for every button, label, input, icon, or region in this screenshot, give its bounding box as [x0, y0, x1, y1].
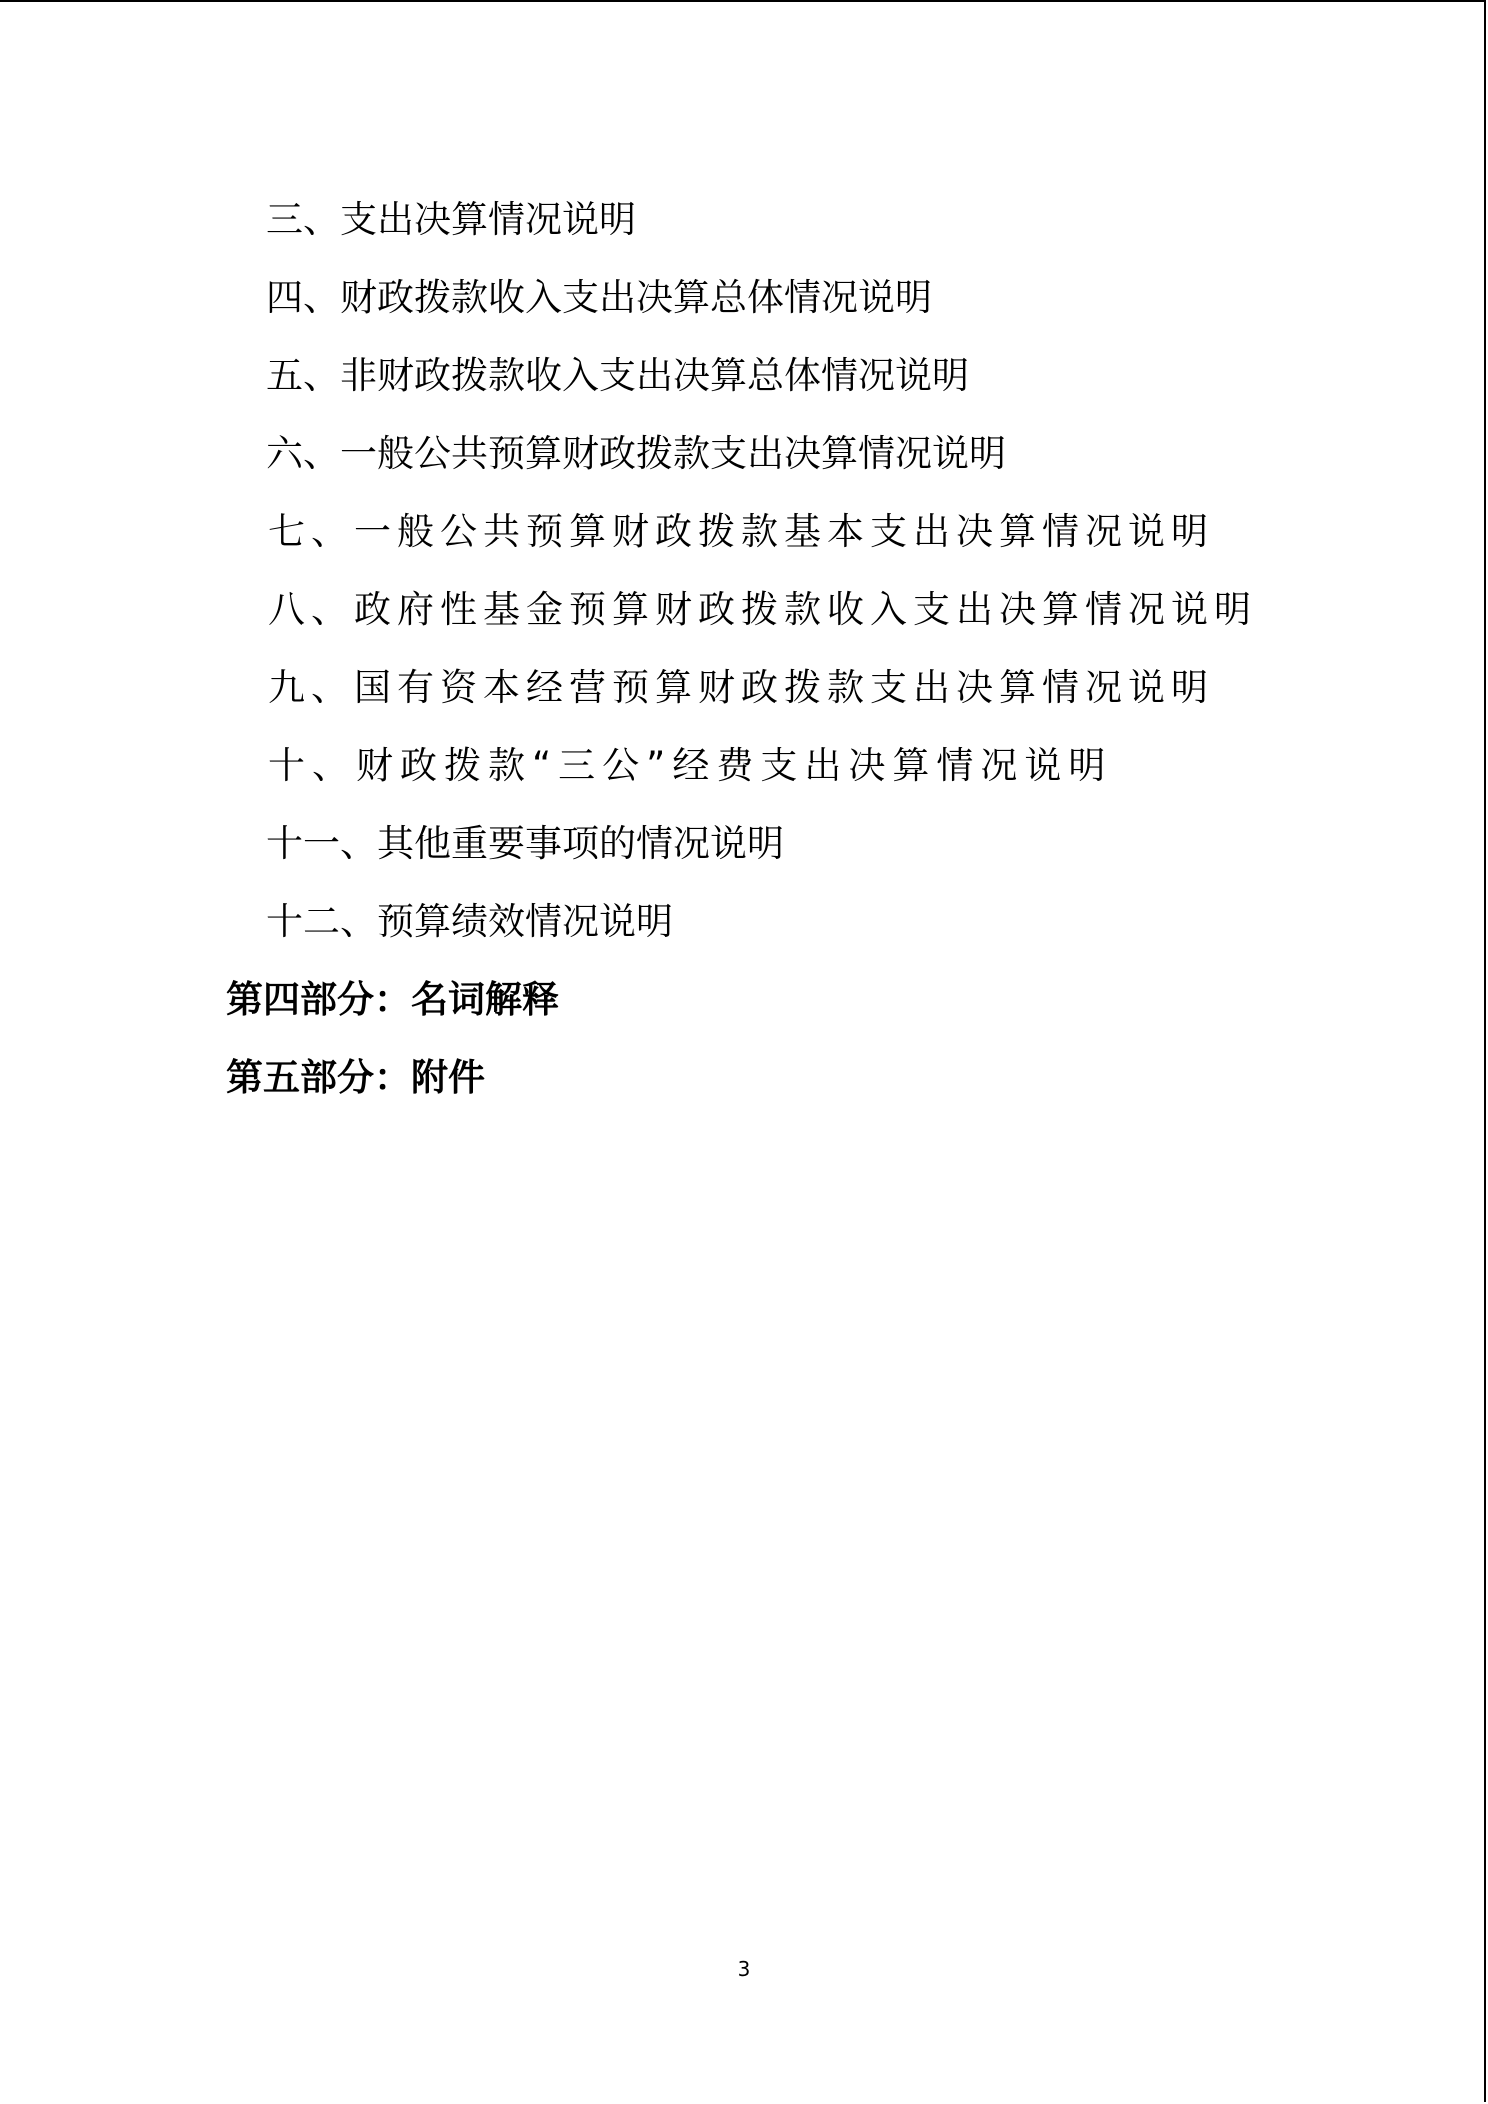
toc-item-5: 五、非财政拨款收入支出决算总体情况说明 — [266, 354, 969, 397]
toc-item-7: 七、一般公共预算财政拨款基本支出决算情况说明 — [268, 510, 1214, 553]
toc-item-4: 四、财政拨款收入支出决算总体情况说明 — [266, 276, 932, 319]
toc-item-8: 八、政府性基金预算财政拨款收入支出决算情况说明 — [268, 588, 1257, 631]
toc-part-5: 第五部分：附件 — [226, 1056, 485, 1099]
toc-item-10: 十、财政拨款“三公”经费支出决算情况说明 — [268, 744, 1113, 787]
toc-item-3: 三、支出决算情况说明 — [266, 198, 636, 241]
toc-item-12: 十二、预算绩效情况说明 — [266, 900, 673, 943]
toc-item-11: 十一、其他重要事项的情况说明 — [266, 822, 784, 865]
toc-part-4: 第四部分：名词解释 — [226, 978, 559, 1021]
toc-item-6: 六、一般公共预算财政拨款支出决算情况说明 — [266, 432, 1006, 475]
toc-item-9: 九、国有资本经营预算财政拨款支出决算情况说明 — [268, 666, 1214, 709]
page-number: 3 — [737, 1957, 751, 1981]
